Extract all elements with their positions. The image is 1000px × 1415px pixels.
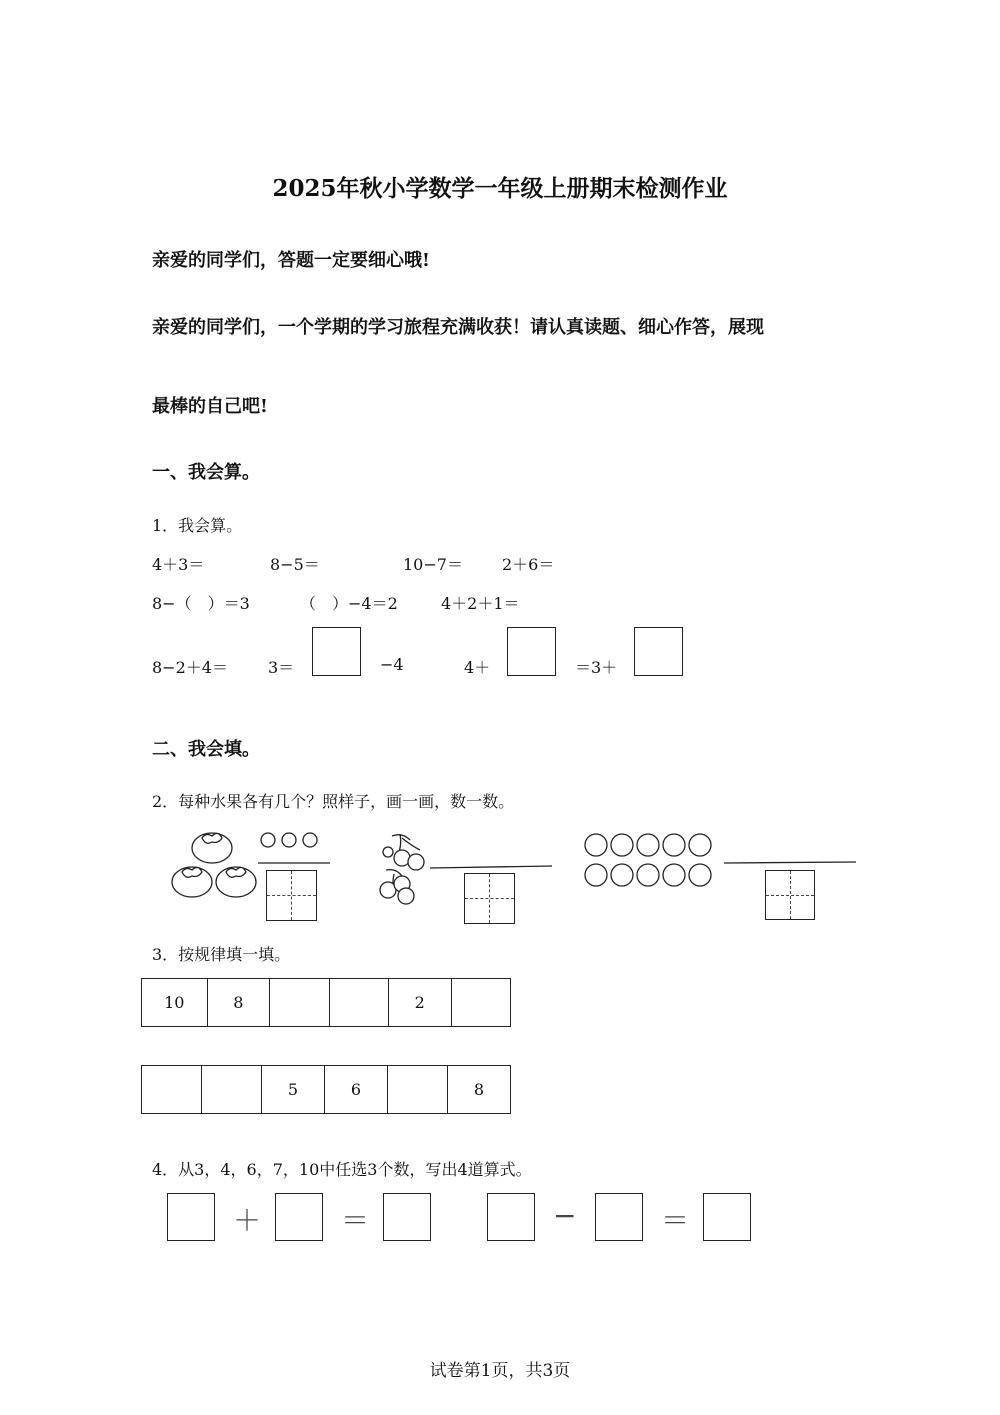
sequence-cell[interactable]: 6 bbox=[325, 1066, 388, 1114]
orange-group-illustration bbox=[580, 832, 860, 892]
q4-label: 4．从3，4，6，7，10中任选3个数，写出4道算式。 bbox=[152, 1160, 532, 1179]
sequence-cell[interactable] bbox=[451, 979, 510, 1027]
sequence-cell[interactable] bbox=[329, 979, 388, 1027]
q2-label: 2．每种水果各有几个？照样子，画一画，数一数。 bbox=[152, 792, 515, 811]
sequence-cell[interactable]: 8 bbox=[448, 1066, 511, 1114]
page-title: 2025年秋小学数学一年级上册期末检测作业 bbox=[272, 175, 728, 202]
answer-box[interactable] bbox=[595, 1193, 643, 1241]
calc-item: 10−7＝ bbox=[403, 555, 463, 574]
q3-label: 3．按规律填一填。 bbox=[152, 945, 291, 964]
answer-box[interactable] bbox=[507, 627, 556, 676]
calc-item: 2＋6＝ bbox=[502, 555, 555, 574]
sequence-cell[interactable]: 8 bbox=[207, 979, 270, 1027]
q1-label: 1．我会算。 bbox=[152, 516, 243, 535]
answer-box[interactable] bbox=[383, 1193, 431, 1241]
answer-box[interactable] bbox=[312, 627, 361, 676]
sequence-cell[interactable] bbox=[202, 1066, 262, 1114]
count-box[interactable] bbox=[765, 870, 815, 920]
calc-item: −4 bbox=[380, 655, 404, 674]
answer-box[interactable] bbox=[167, 1193, 215, 1241]
intro-line-2: 亲爱的同学们，一个学期的学习旅程充满收获！请认真读题、细心作答，展现 bbox=[152, 317, 764, 338]
intro-line-3: 最棒的自己吧! bbox=[152, 396, 268, 417]
calc-item: 4＋ bbox=[464, 658, 491, 677]
minus-sign: − bbox=[553, 1199, 577, 1232]
calc-item: 3＝ bbox=[268, 658, 295, 677]
calc-item: 4＋3＝ bbox=[152, 555, 205, 574]
sequence-cell[interactable]: 5 bbox=[262, 1066, 325, 1114]
count-box[interactable] bbox=[464, 873, 515, 924]
calc-item: 8−（ ）＝3 bbox=[152, 594, 250, 613]
sequence-cell[interactable] bbox=[270, 979, 329, 1027]
section2-heading: 二、我会填。 bbox=[152, 739, 260, 760]
answer-box[interactable] bbox=[275, 1193, 323, 1241]
intro-line-1: 亲爱的同学们，答题一定要细心哦! bbox=[152, 250, 430, 271]
sequence-table-2 bbox=[141, 1065, 511, 1114]
equals-sign: ＝ bbox=[341, 1204, 370, 1237]
calc-item: 8−5＝ bbox=[270, 555, 320, 574]
sequence-cell[interactable] bbox=[142, 1066, 202, 1114]
section1-heading: 一、我会算。 bbox=[152, 462, 260, 483]
sequence-table-1 bbox=[141, 978, 511, 1027]
page-footer: 试卷第1页，共3页 bbox=[429, 1361, 571, 1381]
calc-item: 8−2＋4＝ bbox=[152, 658, 228, 677]
equals-sign: ＝ bbox=[661, 1204, 690, 1237]
calc-item: ＝3＋ bbox=[575, 658, 618, 677]
sequence-cell[interactable]: 2 bbox=[389, 979, 452, 1027]
count-box[interactable] bbox=[266, 870, 317, 921]
sequence-cell[interactable]: 10 bbox=[142, 979, 208, 1027]
answer-box[interactable] bbox=[487, 1193, 535, 1241]
calc-item: 4＋2＋1＝ bbox=[441, 594, 520, 613]
calc-item: （ ）−4＝2 bbox=[300, 594, 398, 613]
plus-sign: ＋ bbox=[233, 1204, 262, 1237]
answer-box[interactable] bbox=[703, 1193, 751, 1241]
answer-box[interactable] bbox=[634, 627, 683, 676]
sequence-cell[interactable] bbox=[388, 1066, 448, 1114]
